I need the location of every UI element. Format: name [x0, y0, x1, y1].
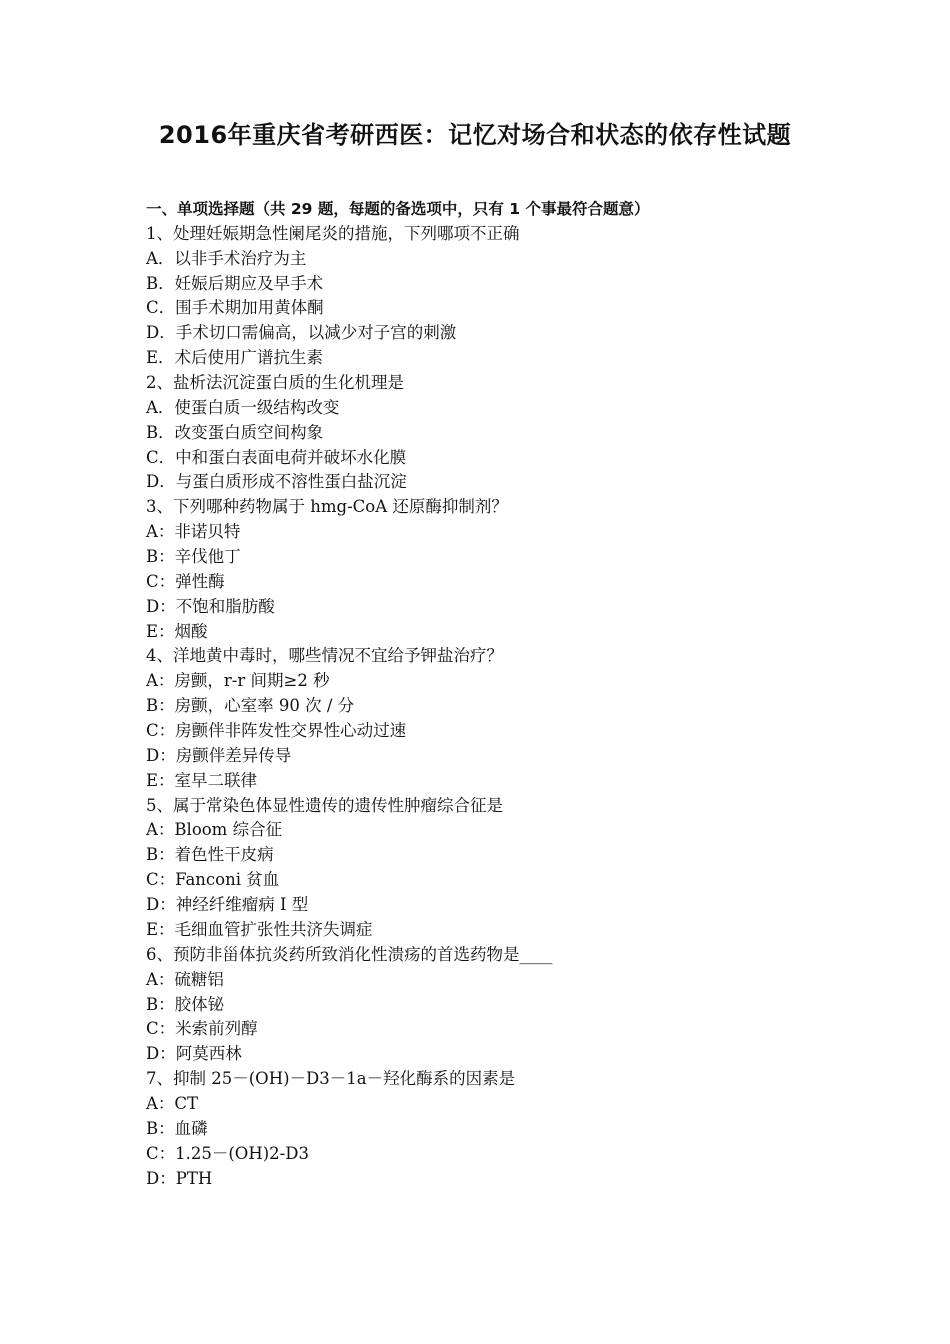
answer-option: D：不饱和脂肪酸: [146, 596, 275, 616]
answer-option: B：着色性干皮病: [146, 845, 274, 865]
question-stem: 7、抑制 25－(OH)－D3－1a－羟化酶系的因素是: [146, 1069, 516, 1089]
answer-option: A：硫糖铝: [146, 969, 224, 989]
answer-option: C：房颤伴非阵发性交界性心动过速: [146, 721, 407, 741]
answer-option: C：弹性酶: [146, 571, 225, 591]
answer-option: E．术后使用广谱抗生素: [146, 348, 324, 368]
answer-option: C：米索前列醇: [146, 1019, 258, 1039]
answer-option: C．中和蛋白表面电荷并破坏水化膜: [146, 447, 407, 467]
section-heading: 一、单项选择题（共 29 题，每题的备选项中，只有 1 个事最符合题意）: [146, 200, 650, 218]
answer-option: E：烟酸: [146, 621, 208, 641]
answer-option: A．使蛋白质一级结构改变: [146, 397, 340, 417]
answer-option: B：胶体铋: [146, 994, 225, 1014]
question-stem: 1、处理妊娠期急性阑尾炎的措施，下列哪项不正确: [146, 223, 520, 243]
answer-option: A：房颤，r-r 间期≥2 秒: [146, 671, 330, 691]
answer-option: A．以非手术治疗为主: [146, 248, 307, 268]
question-stem: 6、预防非甾体抗炎药所致消化性溃疡的首选药物是____: [146, 944, 553, 964]
answer-option: E：室早二联律: [146, 770, 258, 790]
answer-option: B：辛伐他丁: [146, 547, 241, 567]
answer-option: B．妊娠后期应及早手术: [146, 273, 324, 293]
document-body: [146, 197, 846, 1191]
answer-option: D．手术切口需偏高，以减少对子宫的刺激: [146, 323, 457, 343]
answer-option: D：房颤伴差异传导: [146, 745, 292, 765]
answer-option: A：CT: [146, 1093, 199, 1113]
question-stem: 5、属于常染色体显性遗传的遗传性肿瘤综合征是: [146, 795, 503, 815]
document-title: 2016年重庆省考研西医：记忆对场合和状态的依存性试题: [158, 121, 792, 149]
answer-option: D：阿莫西林: [146, 1044, 242, 1064]
answer-option: D．与蛋白质形成不溶性蛋白盐沉淀: [146, 472, 407, 492]
answer-option: A：非诺贝特: [146, 522, 241, 542]
answer-option: B：房颤，心室率 90 次 / 分: [146, 696, 355, 716]
answer-option: D：PTH: [146, 1168, 213, 1188]
answer-option: E：毛细血管扩张性共济失调症: [146, 919, 373, 939]
answer-option: C．围手术期加用黄体酮: [146, 298, 324, 318]
answer-option: D：神经纤维瘤病 I 型: [146, 895, 309, 915]
answer-option: B：血磷: [146, 1118, 208, 1138]
question-stem: 4、洋地黄中毒时，哪些情况不宜给予钾盐治疗？: [146, 646, 503, 666]
answer-option: A：Bloom 综合征: [146, 820, 283, 840]
question-stem: 2、盐析法沉淀蛋白质的生化机理是: [146, 373, 404, 393]
answer-option: B．改变蛋白质空间构象: [146, 422, 324, 442]
answer-option: C：1.25－(OH)2-D3: [146, 1143, 309, 1163]
question-stem: 3、下列哪种药物属于 hmg-CoA 还原酶抑制剂？: [146, 497, 508, 517]
answer-option: C：Fanconi 贫血: [146, 870, 280, 890]
